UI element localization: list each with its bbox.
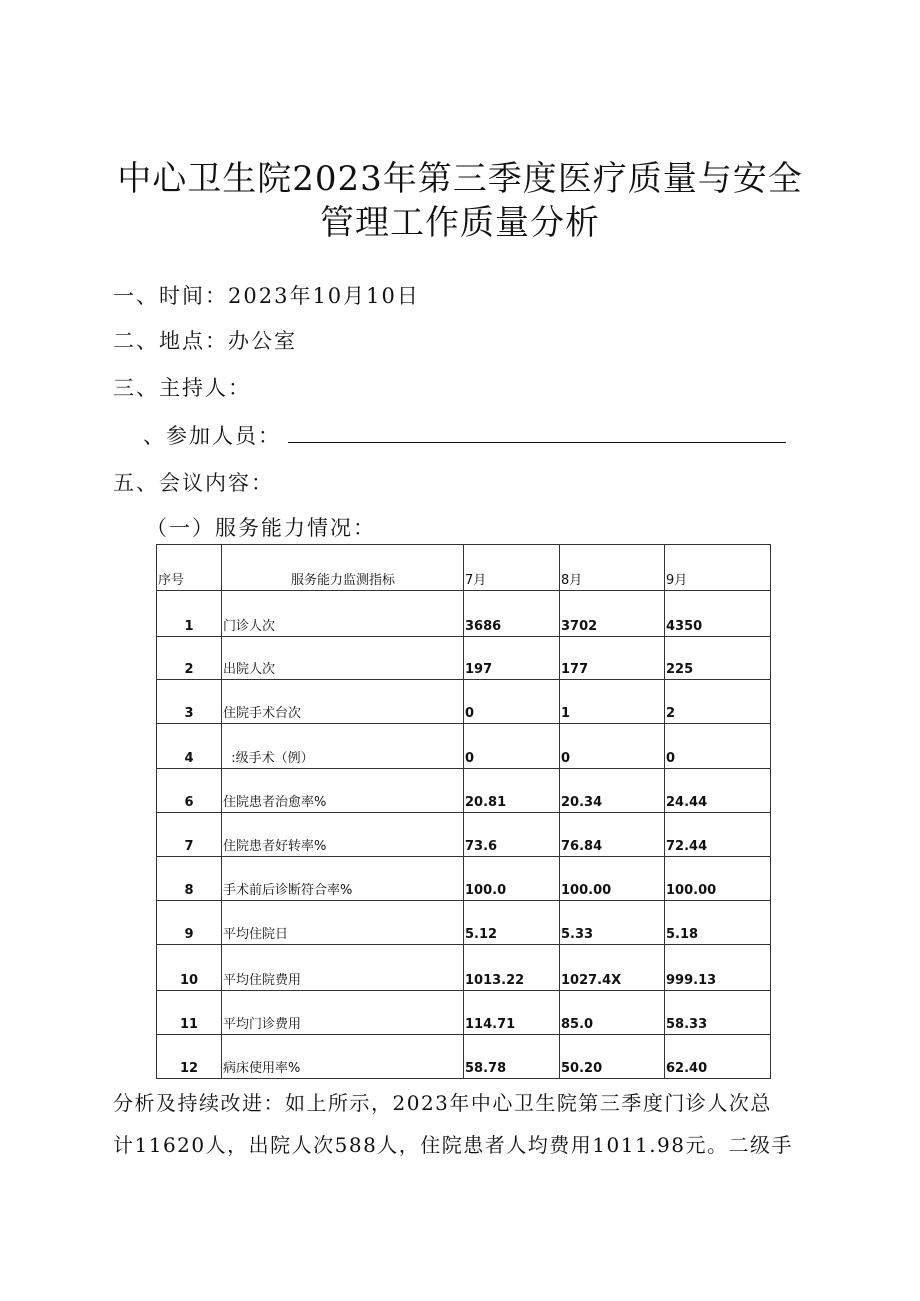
row-value-august: 3702 xyxy=(560,591,665,637)
row-value-july: 20.81 xyxy=(464,769,560,813)
row-value-august: 100.00 xyxy=(560,857,665,901)
row-value-august: 177 xyxy=(560,637,665,680)
row-number: 2 xyxy=(157,637,222,680)
table-header-row xyxy=(157,545,771,591)
row-indicator: 平均住院日 xyxy=(222,901,464,945)
table-row xyxy=(157,1035,771,1079)
row-value-september: 58.33 xyxy=(665,991,771,1035)
row-value-september: 100.00 xyxy=(665,857,771,901)
row-value-july: 1013.22 xyxy=(464,945,560,991)
row-value-september: 4350 xyxy=(665,591,771,637)
row-indicator: 住院手术台次 xyxy=(222,680,464,724)
row-number: 8 xyxy=(157,857,222,901)
row-value-august: 5.33 xyxy=(560,901,665,945)
table-row xyxy=(157,724,771,769)
row-value-july: 3686 xyxy=(464,591,560,637)
row-value-august: 0 xyxy=(560,724,665,769)
analysis-line2: 计11620人，出院人次588人，住院患者人均费用1011.98元。二级手 xyxy=(113,1133,794,1157)
row-number: 3 xyxy=(157,680,222,724)
row-value-august: 76.84 xyxy=(560,813,665,857)
row-number: 1 xyxy=(157,591,222,637)
table-row xyxy=(157,813,771,857)
table-row xyxy=(157,637,771,680)
table-row xyxy=(157,680,771,724)
header-august: 8月 xyxy=(560,545,665,591)
row-value-september: 5.18 xyxy=(665,901,771,945)
header-september: 9月 xyxy=(665,545,771,591)
table-row xyxy=(157,991,771,1035)
table-row xyxy=(157,945,771,991)
table-row xyxy=(157,769,771,813)
header-indicator: 服务能力监测指标 xyxy=(222,545,464,591)
row-number: 10 xyxy=(157,945,222,991)
row-value-september: 72.44 xyxy=(665,813,771,857)
row-number: 9 xyxy=(157,901,222,945)
row-value-september: 0 xyxy=(665,724,771,769)
analysis-line1: 分析及持续改进：如上所示，2023年中心卫生院第三季度门诊人次总 xyxy=(113,1091,772,1115)
row-number: 6 xyxy=(157,769,222,813)
meeting-participants: 、参加人员： xyxy=(143,424,281,448)
row-indicator: 平均住院费用 xyxy=(222,945,464,991)
service-capacity-table xyxy=(156,544,771,1079)
table-row xyxy=(157,857,771,901)
row-indicator: 门诊人次 xyxy=(222,591,464,637)
row-value-august: 50.20 xyxy=(560,1035,665,1079)
participants-blank-line xyxy=(288,442,786,443)
header-july: 7月 xyxy=(464,545,560,591)
row-value-september: 225 xyxy=(665,637,771,680)
row-value-august: 1 xyxy=(560,680,665,724)
row-value-september: 2 xyxy=(665,680,771,724)
row-value-july: 58.78 xyxy=(464,1035,560,1079)
row-value-september: 999.13 xyxy=(665,945,771,991)
meeting-place: 二、地点：办公室 xyxy=(113,329,297,353)
row-value-august: 1027.4X xyxy=(560,945,665,991)
row-number: 4 xyxy=(157,724,222,769)
table-row xyxy=(157,591,771,637)
page-title-line1: 中心卫生院2023年第三季度医疗质量与安全 xyxy=(117,159,803,199)
row-number: 7 xyxy=(157,813,222,857)
row-value-july: 0 xyxy=(464,680,560,724)
row-value-august: 85.0 xyxy=(560,991,665,1035)
row-value-july: 197 xyxy=(464,637,560,680)
row-indicator: 住院患者治愈率% xyxy=(222,769,464,813)
row-value-july: 5.12 xyxy=(464,901,560,945)
meeting-time: 一、时间：2023年10月10日 xyxy=(113,284,420,308)
row-indicator: 手术前后诊断符合率% xyxy=(222,857,464,901)
header-no: 序号 xyxy=(157,545,222,591)
row-indicator: 平均门诊费用 xyxy=(222,991,464,1035)
row-value-september: 24.44 xyxy=(665,769,771,813)
meeting-host: 三、主持人： xyxy=(113,376,251,400)
meeting-content-heading: 五、会议内容： xyxy=(113,471,274,495)
row-value-august: 20.34 xyxy=(560,769,665,813)
row-indicator: :级手术（例） xyxy=(222,724,464,769)
page-title-line2: 管理工作质量分析 xyxy=(320,203,600,243)
row-value-september: 62.40 xyxy=(665,1035,771,1079)
section-service-capacity-heading: （一）服务能力情况： xyxy=(146,516,376,540)
row-value-july: 0 xyxy=(464,724,560,769)
row-number: 12 xyxy=(157,1035,222,1079)
row-number: 11 xyxy=(157,991,222,1035)
row-indicator: 病床使用率% xyxy=(222,1035,464,1079)
table-row xyxy=(157,901,771,945)
row-value-july: 100.0 xyxy=(464,857,560,901)
row-value-july: 73.6 xyxy=(464,813,560,857)
row-value-july: 114.71 xyxy=(464,991,560,1035)
row-indicator: 出院人次 xyxy=(222,637,464,680)
row-indicator: 住院患者好转率% xyxy=(222,813,464,857)
